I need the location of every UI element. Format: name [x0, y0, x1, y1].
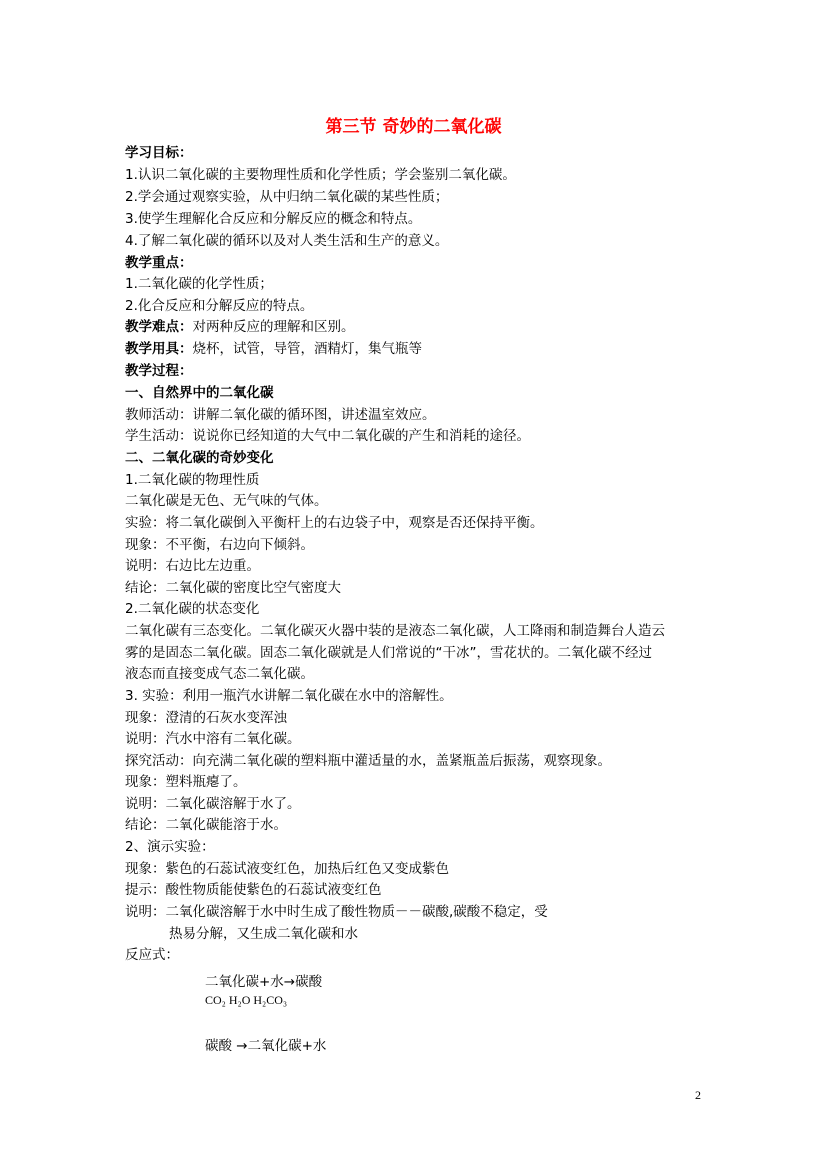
section2-line: 1.二氧化碳的物理性质	[125, 472, 260, 488]
goal-item: 4.了解二氧化碳的循环以及对人类生活和生产的意义。	[125, 233, 449, 249]
section2-line: 实验：将二氧化碳倒入平衡杆上的右边袋子中，观察是否还保持平衡。	[125, 515, 544, 531]
continuation-line: 热易分解，又生成二氧化碳和水	[169, 926, 358, 942]
section2-line: 结论：二氧化碳能溶于水。	[125, 817, 287, 833]
reaction-formula-2: 碳酸 →二氧化碳+水	[205, 1038, 327, 1054]
key-point: 1.二氧化碳的化学性质；	[125, 276, 273, 292]
section2-line: 现象：不平衡，右边向下倾斜。	[125, 537, 314, 553]
difficulty-label: 教学难点：	[125, 319, 193, 335]
tools-line	[125, 340, 422, 358]
difficulty-text: 对两种反应的理解和区别。	[192, 319, 355, 335]
section2-line: 探究活动：向充满二氧化碳的塑料瓶中灌适量的水，盖紧瓶盖后振荡，观察现象。	[125, 753, 611, 769]
section2-line: 说明：右边比左边重。	[125, 558, 260, 574]
section2-line: 3. 实验：利用一瓶汽水讲解二氧化碳在水中的溶解性。	[125, 688, 453, 704]
section2-line: 现象：塑料瓶瘪了。	[125, 774, 247, 790]
goals-heading: 学习目标：	[125, 145, 193, 161]
section2-line: 2、演示实验：	[125, 839, 215, 855]
tools-label: 教学用具：	[125, 341, 193, 357]
section2-line: 现象：紫色的石蕊试液变红色，加热后红色又变成紫色	[125, 861, 449, 877]
process-heading: 教学过程：	[125, 363, 193, 379]
section2-line: 二氧化碳是无色、无气味的气体。	[125, 493, 328, 509]
goal-item: 2.学会通过观察实验，从中归纳二氧化碳的某些性质；	[125, 189, 449, 205]
reaction-formula-1: 二氧化碳+水→碳酸	[205, 974, 323, 990]
key-point: 2.化合反应和分解反应的特点。	[125, 298, 314, 314]
paragraph-line: 雾的是固态二氧化碳。固态二氧化碳就是人们常说的“干冰”，雪花状的。二氧化碳不经过	[125, 645, 652, 661]
reaction-chemical-formula: CO₂ H₂O H₂CO₃	[205, 993, 288, 1007]
section2-line: 提示：酸性物质能使紫色的石蕊试液变红色	[125, 882, 382, 898]
section1-line: 学生活动：说说你已经知道的大气中二氧化碳的产生和消耗的途径。	[125, 428, 530, 444]
page-number: 2	[695, 1088, 701, 1102]
key-heading: 教学重点：	[125, 255, 193, 271]
section2-line: 结论：二氧化碳的密度比空气密度大	[125, 580, 341, 596]
tools-text: 烧杯，试管，导管，酒精灯，集气瓶等	[192, 341, 422, 357]
goal-item: 1.认识二氧化碳的主要物理性质和化学性质；学会鉴别二氧化碳。	[125, 167, 516, 183]
paragraph-line: 液态而直接变成气态二氧化碳。	[125, 666, 314, 682]
section2-line: 说明：汽水中溶有二氧化碳。	[125, 731, 301, 747]
goal-item: 3.使学生理解化合反应和分解反应的概念和特点。	[125, 211, 422, 227]
section2-line: 说明：二氧化碳溶解于水中时生成了酸性物质－－碳酸,碳酸不稳定，受	[125, 904, 548, 920]
reaction-label: 反应式：	[125, 947, 179, 963]
paragraph-line: 二氧化碳有三态变化。二氧化碳灭火器中装的是液态二氧化碳，人工降雨和制造舞台人造云	[125, 623, 665, 639]
section2-line: 2.二氧化碳的状态变化	[125, 601, 260, 617]
page-title: 第三节 奇妙的二氧化碳	[325, 117, 502, 137]
section2-line: 现象：澄清的石灰水变浑浊	[125, 710, 287, 726]
section1-line: 教师活动：讲解二氧化碳的循环图，讲述温室效应。	[125, 407, 436, 423]
section2-heading: 二、二氧化碳的奇妙变化	[125, 450, 274, 466]
section1-heading: 一、自然界中的二氧化碳	[125, 385, 274, 401]
section2-line: 说明：二氧化碳溶解于水了。	[125, 796, 301, 812]
difficulty-line	[125, 318, 355, 336]
